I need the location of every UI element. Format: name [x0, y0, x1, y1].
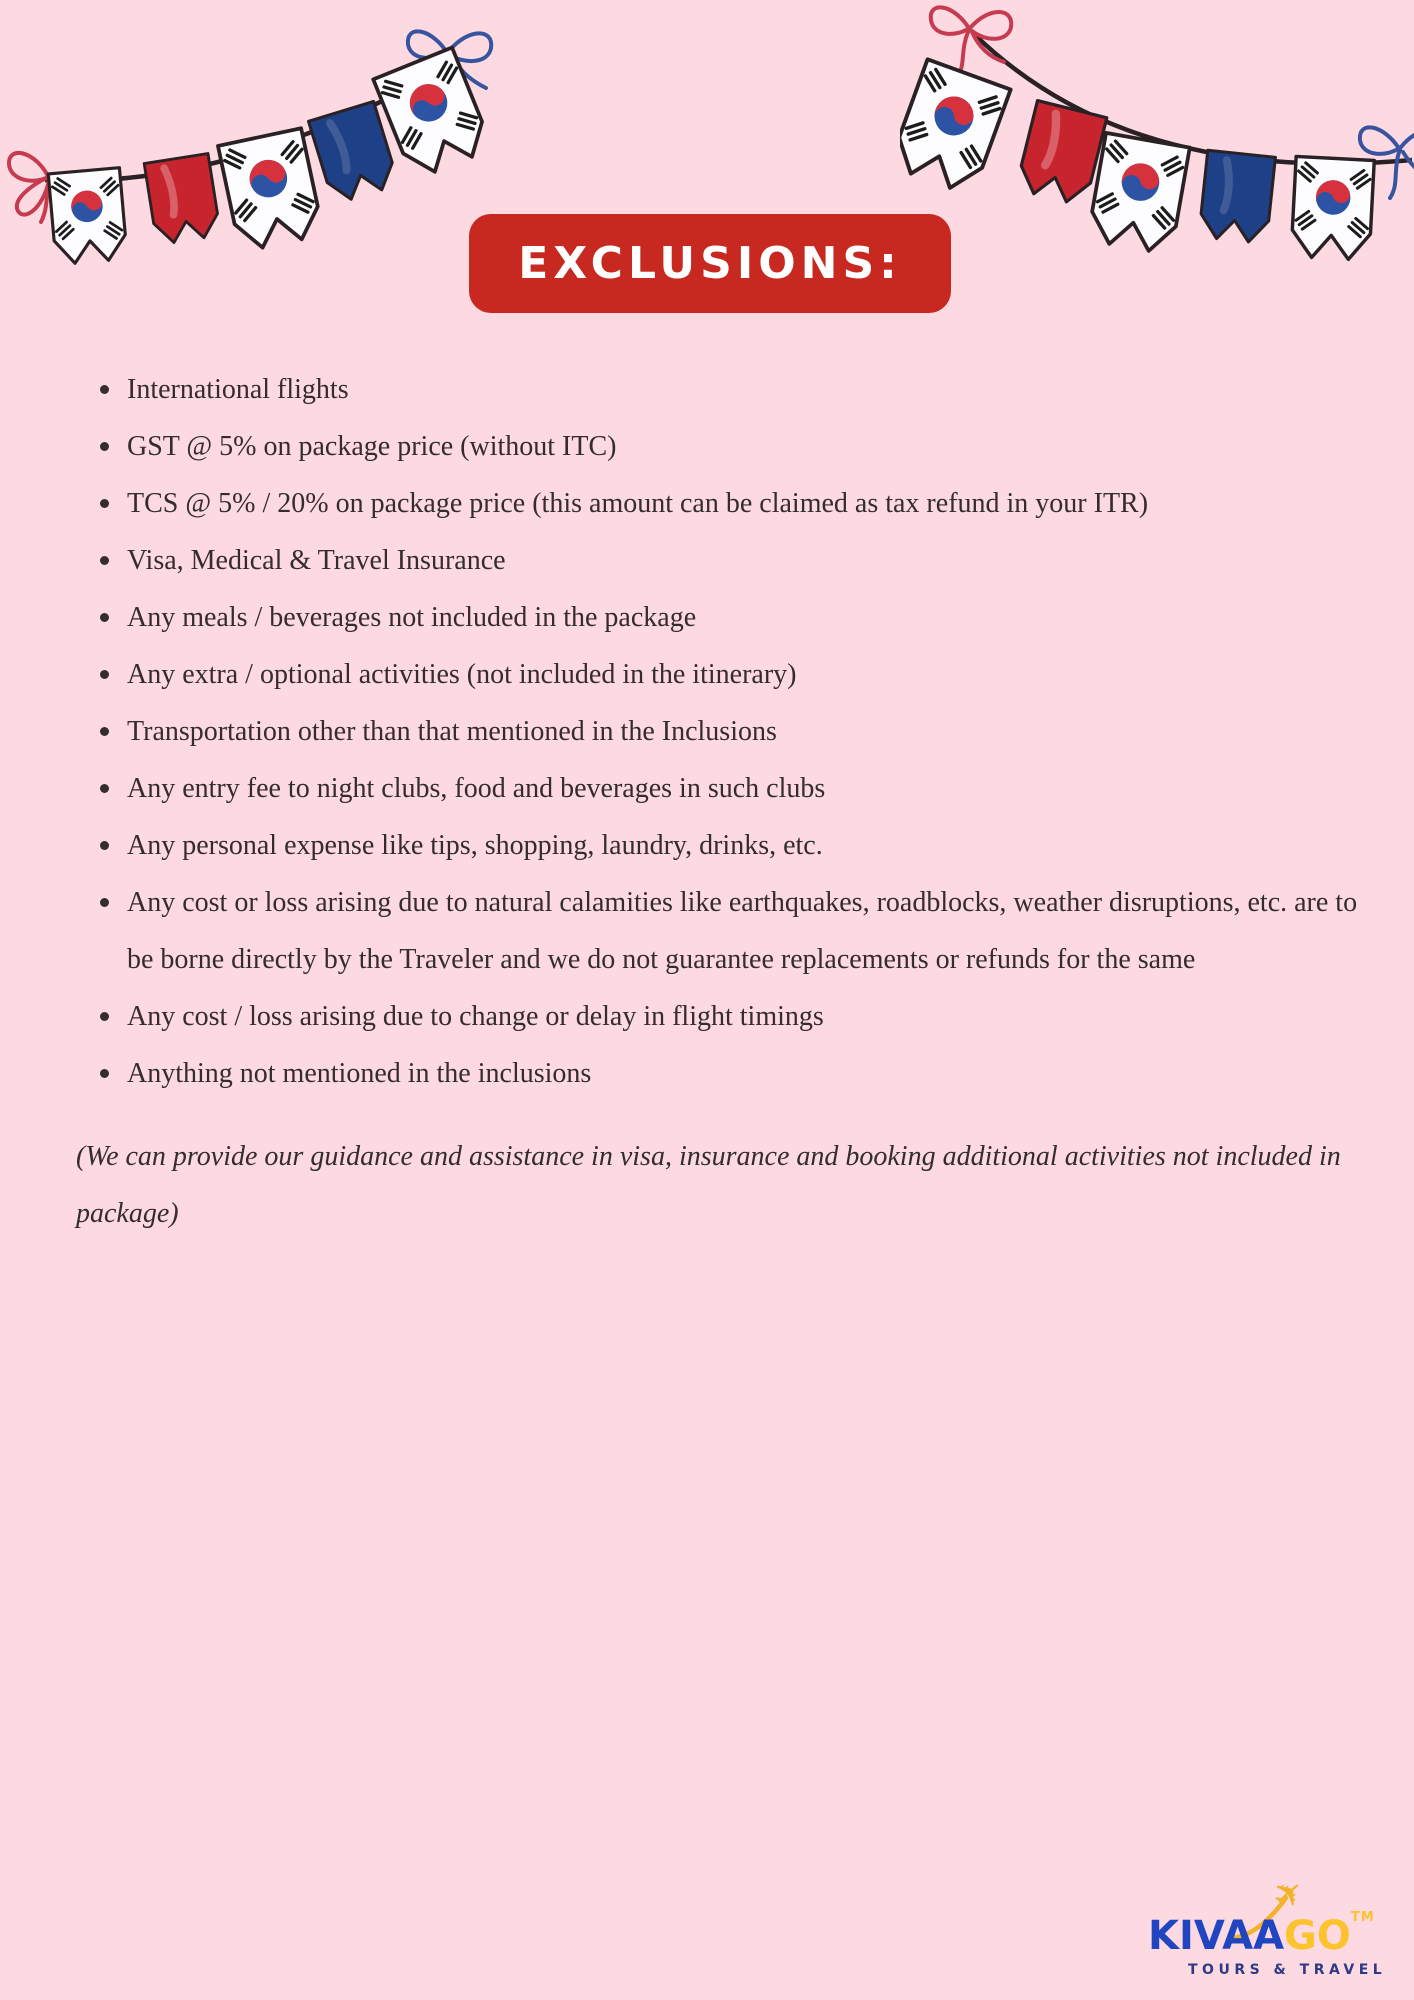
logo-text-primary: KIVAA: [1148, 1913, 1285, 1959]
exclusion-item: International flights: [98, 361, 1360, 418]
kivaago-logo: [1140, 1869, 1410, 1988]
exclusion-item: Any entry fee to night clubs, food and beverages in such clubs: [98, 760, 1360, 817]
trademark-symbol: TM: [1350, 1910, 1375, 1925]
exclusions-list: [98, 361, 1360, 1102]
airplane-icon: ✈: [1264, 1869, 1314, 1920]
exclusion-item: Anything not mentioned in the inclusions: [98, 1045, 1360, 1102]
exclusion-item: Any cost / loss arising due to change or delay in flight timings: [98, 988, 1360, 1045]
exclusion-item: Any personal expense like tips, shopping, laundry, drinks, etc.: [98, 817, 1360, 874]
korean-flag-bunting-left-icon: [0, 0, 500, 310]
logo-tagline: TOURS & TRAVEL: [1188, 1962, 1387, 1978]
korean-flag-bunting-right-icon: [900, 0, 1414, 310]
exclusion-item: GST @ 5% on package price (without ITC): [98, 418, 1360, 475]
logo-wordmark: [1148, 1910, 1375, 1959]
exclusion-item: Any cost or loss arising due to natural calamities like earthquakes, roadblocks, weather disruptions, etc. are to be borne directly by the Traveler and we do not guarantee replacements or refunds for the same: [98, 874, 1360, 988]
exclusions-banner: [469, 214, 951, 313]
exclusion-item: Visa, Medical & Travel Insurance: [98, 532, 1360, 589]
logo-text-secondary: GO: [1284, 1913, 1351, 1959]
red-bow-icon: [9, 153, 49, 222]
exclusion-item: Transportation other than that mentioned in the Inclusions: [98, 703, 1360, 760]
guidance-note: (We can provide our guidance and assistance in visa, insurance and booking additional activities not included in package): [76, 1141, 1341, 1229]
page-title: EXCLUSIONS:: [518, 238, 902, 289]
exclusion-item: TCS @ 5% / 20% on package price (this amount can be claimed as tax refund in your ITR): [98, 475, 1360, 532]
exclusion-item: Any meals / beverages not included in the package: [98, 589, 1360, 646]
exclusion-item: Any extra / optional activities (not included in the itinerary): [98, 646, 1360, 703]
